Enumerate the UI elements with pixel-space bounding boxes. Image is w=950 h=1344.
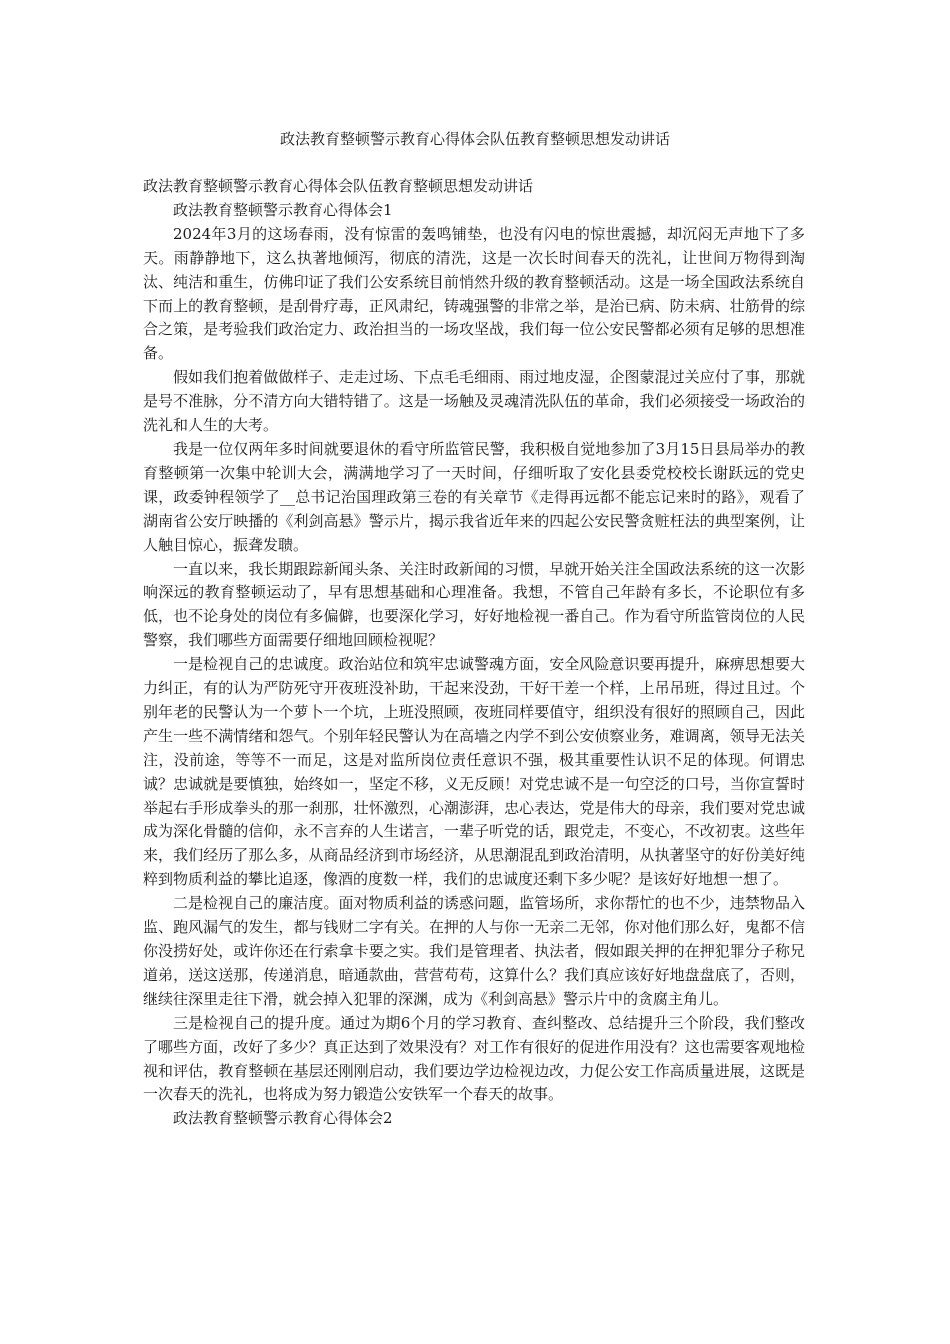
paragraph-4: 一直以来，我长期跟踪新闻头条、关注时政新闻的习惯，早就开始关注全国政法系统的这一次影响深远的教育整顿运动了，早有思想基础和心理准备。我想，不管自己年龄有多长，不论职位有多低，也不论身处的岗位有多偏僻，也要深化学习，好好地检视一番自己。作为看守所监管岗位的人民警察，我们哪些方面需要仔细地回顾检视呢？ xyxy=(143,559,805,650)
paragraph-2: 假如我们抱着做做样子、走走过场、下点毛毛细雨、雨过地皮湿，企图蒙混过关应付了事，那就是号不准脉，分不清方向大错特错了。这是一场触及灵魂清洗队伍的革命，我们必须接受一场政治的洗礼和人生的大考。 xyxy=(143,368,805,435)
paragraph-5: 一是检视自己的忠诚度。政治站位和筑牢忠诚警魂方面，安全风险意识要再提升，麻痹思想要大力纠正，有的认为严防死守开夜班没补助，干起来没劲，干好干差一个样，上吊吊班，得过且过。个别年老的民警认为一个萝卜一个坑，上班没照顾，夜班同样要值守，组织没有很好的照顾自己，因此产生一些不满情绪和怨气。个别年轻民警认为在高墙之内学不到公安侦察业务，难调离，领导无法关注，没前途，等等不一而足，这是对监所岗位责任意识不强，极其重要性认识不足的体现。何谓忠诚？忠诚就是要慎独，始终如一，坚定不移，义无反顾！对党忠诚不是一句空泛的口号，当你宣誓时举起右手形成拳头的那一刹那，壮怀激烈，心潮澎湃，忠心表达，党是伟大的母亲，我们要对党忠诚成为深化骨髓的信仰，永不言弃的人生诺言，一辈子听党的话，跟党走，不变心，不改初衷。这些年来，我们经历了那么多，从商品经济到市场经济，从思潮混乱到政治清明，从执著坚守的好份美好纯粹到物质利益的攀比追逐，像酒的度数一样，我们的忠诚度还剩下多少呢？是该好好地想一想了。 xyxy=(143,655,805,889)
section-title-2: 政法教育整顿警示教育心得体会2 xyxy=(173,1109,393,1128)
document-heading: 政法教育整顿警示教育心得体会队伍教育整顿思想发动讲话 xyxy=(143,177,534,195)
document-body xyxy=(143,175,805,1131)
paragraph-7: 三是检视自己的提升度。通过为期6个月的学习教育、查纠整改、总结提升三个阶段，我们整改了哪些方面，改好了多少？真正达到了效果没有？对工作有很好的促进作用没有？这也需要客观地检视和评估，教育整顿在基层还刚刚启动，我们要边学边检视边改，力促公安工作高质量进展，这既是一次春天的洗礼，也将成为努力锻造公安铁军一个春天的故事。 xyxy=(143,1013,805,1104)
paragraph-1: 2024年3月的这场春雨，没有惊雷的轰鸣铺垫，也没有闪电的惊世震撼，却沉闷无声地下了多天。雨静静地下，这么执著地倾泻，彻底的清洗，这是一次长时间春天的洗礼，让世间万物得到淘汰、纯洁和重生，仿佛印证了我们公安系统目前悄然升级的教育整顿活动。这是一场全国政法系统自下而上的教育整顿，是刮骨疗毒，正风肃纪，铸魂强警的非常之举，是治已病、防未病、壮筋骨的综合之策，是考验我们政治定力、政治担当的一场攻坚战，我们每一位公安民警都必须有足够的思想准备。 xyxy=(143,224,805,363)
document-title: 政法教育整顿警示教育心得体会队伍教育整顿思想发动讲话 xyxy=(279,130,670,148)
paragraph-3: 我是一位仅两年多时间就要退休的看守所监管民警，我积极自觉地参加了3月15日县局举办的教育整顿第一次集中轮训大会，满满地学习了一天时间，仔细听取了安化县委党校校长谢跃远的党史课，政委钟程领学了__总书记治国理政第三卷的有关章节《走得再远都不能忘记来时的路》，观看了湖南省公安厅映播的《利剑高悬》警示片，揭示我省近年来的四起公安民警贪赃枉法的典型案例，让人触目惊心，振聋发聩。 xyxy=(143,439,805,554)
section-title-1: 政法教育整顿警示教育心得体会1 xyxy=(173,200,393,219)
paragraph-6: 二是检视自己的廉洁度。面对物质利益的诱惑问题，监管场所，求你帮忙的也不少，违禁物品入监、跑风漏气的发生，都与钱财二字有关。在押的人与你一无亲二无邻，你对他们那么好，鬼都不信你没捞好处，或许你还在行索拿卡要之实。我们是管理者、执法者，假如跟关押的在押犯罪分子称兄道弟，送这送那，传递消息，暗通款曲，营营苟苟，这算什么？我们真应该好好地盘盘底了，否则，继续往深里走往下滑，就会掉入犯罪的深渊，成为《利剑高悬》警示片中的贪腐主角儿。 xyxy=(143,894,805,1008)
